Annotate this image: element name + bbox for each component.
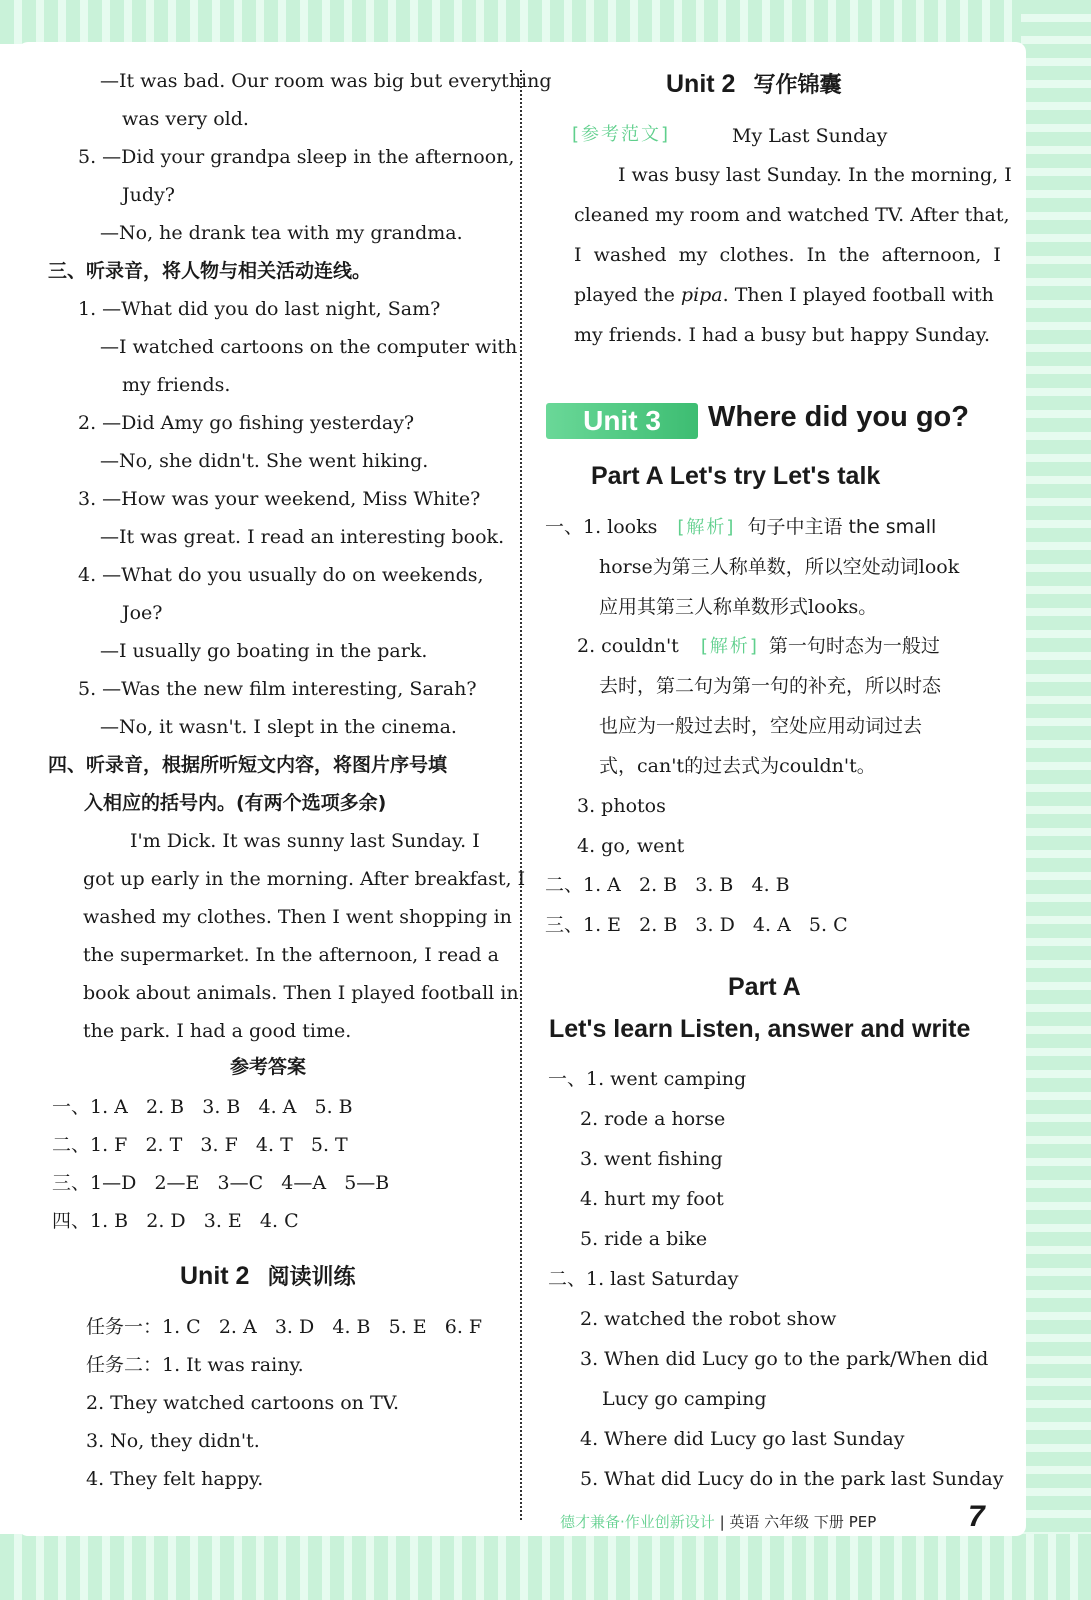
answer-row: 二、1. F 2. T 3. F 4. T 5. T: [52, 1134, 348, 1156]
answer-text: 一、1. looks: [545, 516, 658, 538]
answer-row: 2. They watched cartoons on TV.: [86, 1392, 400, 1414]
dialogue-line: —It was bad. Our room was big but everything: [100, 70, 552, 92]
answer-row: 二、1. A 2. B 3. B 4. B: [545, 874, 790, 896]
dialogue-line: —No, he drank tea with my grandma.: [100, 222, 463, 244]
footer-brand: 德才兼备·作业创新设计: [560, 1513, 715, 1531]
unit2-reading-title: [180, 1264, 355, 1289]
unit3-label: Unit 3: [583, 405, 661, 436]
essay-title: My Last Sunday: [732, 125, 888, 147]
answer-line: 5. ride a bike: [580, 1228, 708, 1250]
answer-line: 3. photos: [577, 795, 666, 817]
essay-line: I washed my clothes. In the afternoon, I: [574, 244, 1001, 266]
answer-row: 一、1. A 2. B 3. B 4. A 5. B: [52, 1096, 353, 1118]
unit-label: Unit 2: [180, 1262, 250, 1290]
dialogue-line: —I usually go boating in the park.: [100, 640, 428, 662]
essay-line: cleaned my room and watched TV. After that,: [574, 204, 1010, 226]
dialogue-line: 4. —What do you usually do on weekends,: [78, 564, 484, 586]
analysis-line: 应用其第三人称单数形式looks。: [599, 596, 878, 618]
analysis-text: 第一句时态为一般过: [768, 635, 940, 657]
part-heading: Part A Let's try Let's talk: [591, 462, 881, 490]
answer-key-title: 参考答案: [230, 1056, 307, 1078]
dialogue-line: 5. —Was the new film interesting, Sarah?: [78, 678, 477, 700]
passage-line: washed my clothes. Then I went shopping in: [83, 906, 512, 928]
unit-subtitle: 阅读训练: [267, 1265, 356, 1290]
unit-label: Unit 2: [666, 70, 736, 98]
answer-row: 三、1—D 2—E 3—C 4—A 5—B: [52, 1172, 390, 1194]
unit3-banner: [546, 403, 698, 439]
essay-line: I was busy last Sunday. In the morning, I: [618, 164, 1012, 186]
answer-row: 任务二：1. It was rainy.: [86, 1354, 304, 1376]
essay-line: [574, 286, 994, 305]
answer-line: 4. go, went: [577, 835, 685, 857]
answer-line: [545, 518, 936, 537]
answer-line: 二、1. last Saturday: [548, 1268, 739, 1290]
answer-row: 任务一：1. C 2. A 3. D 4. B 5. E 6. F: [86, 1316, 483, 1338]
reference-tag: [参考范文]: [572, 124, 671, 145]
dialogue-line: Judy?: [122, 184, 175, 206]
dialogue-line: —I watched cartoons on the computer with: [100, 336, 518, 358]
passage-line: book about animals. Then I played football in: [83, 982, 519, 1004]
answer-line: 2. watched the robot show: [580, 1308, 837, 1330]
dialogue-line: —No, she didn't. She went hiking.: [100, 450, 429, 472]
unit2-writing-title: [666, 72, 841, 97]
dialogue-line: —No, it wasn't. I slept in the cinema.: [100, 716, 457, 738]
section-heading: 三、听录音，将人物与相关活动连线。: [48, 260, 372, 282]
answer-row: 四、1. B 2. D 3. E 4. C: [52, 1210, 299, 1232]
unit-subtitle: 写作锦囊: [753, 73, 842, 98]
answer-row: 三、1. E 2. B 3. D 4. A 5. C: [545, 914, 848, 936]
section-subheading: Let's learn Listen, answer and write: [549, 1015, 971, 1043]
answer-text: 2. couldn't: [577, 635, 679, 657]
passage-line: I'm Dick. It was sunny last Sunday. I: [130, 830, 480, 852]
answer-line: 4. hurt my foot: [580, 1188, 724, 1210]
dialogue-line: 3. —How was your weekend, Miss White?: [78, 488, 481, 510]
answer-line: Lucy go camping: [602, 1388, 767, 1410]
dialogue-line: my friends.: [122, 374, 231, 396]
dialogue-line: was very old.: [122, 108, 249, 130]
unit3-title: Where did you go?: [708, 401, 969, 433]
answer-line: 5. What did Lucy do in the park last Sunday: [580, 1468, 1004, 1490]
essay-text: played the: [574, 284, 681, 306]
dialogue-line: 5. —Did your grandpa sleep in the afternoon,: [78, 146, 515, 168]
passage-line: the supermarket. In the afternoon, I read a: [83, 944, 499, 966]
decorative-border-right: [1021, 0, 1091, 1600]
analysis-line: horse为第三人称单数，所以空处动词look: [599, 556, 960, 578]
answer-row: 3. No, they didn't.: [86, 1430, 260, 1452]
analysis-text: 句子中主语 the small: [747, 516, 937, 538]
page-footer: [560, 1511, 876, 1532]
analysis-tag: [解析]: [677, 517, 736, 538]
part-heading: Part A: [728, 973, 801, 1001]
answer-line: [577, 637, 940, 656]
analysis-tag: [解析]: [700, 636, 759, 657]
analysis-line: 也应为一般过去时，空处应用动词过去: [599, 715, 923, 737]
essay-text: . Then I played football with: [722, 284, 994, 306]
answer-line: 一、1. went camping: [548, 1068, 747, 1090]
dialogue-line: 2. —Did Amy go fishing yesterday?: [78, 412, 415, 434]
answer-line: 4. Where did Lucy go last Sunday: [580, 1428, 905, 1450]
passage-line: the park. I had a good time.: [83, 1020, 352, 1042]
answer-row: 4. They felt happy.: [86, 1468, 264, 1490]
essay-line: my friends. I had a busy but happy Sunday.: [574, 324, 991, 346]
page-number: 7: [968, 1500, 985, 1533]
decorative-border-top: [0, 0, 1091, 44]
section-heading: 四、听录音，根据所听短文内容，将图片序号填: [48, 754, 448, 776]
answer-line: 3. When did Lucy go to the park/When did: [580, 1348, 989, 1370]
dialogue-line: 1. —What did you do last night, Sam?: [78, 298, 441, 320]
analysis-line: 式，can't的过去式为couldn't。: [599, 755, 876, 777]
answer-line: 2. rode a horse: [580, 1108, 726, 1130]
dialogue-line: Joe?: [122, 602, 163, 624]
analysis-line: 去时，第二句为第一句的补充，所以时态: [599, 675, 942, 697]
answer-line: 3. went fishing: [580, 1148, 723, 1170]
essay-italic: pipa: [680, 284, 723, 306]
dialogue-line: —It was great. I read an interesting book.: [100, 526, 505, 548]
section-heading: 入相应的括号内。(有两个选项多余): [84, 792, 387, 814]
decorative-border-bottom: [0, 1534, 1091, 1600]
column-divider: [520, 70, 522, 1520]
passage-line: got up early in the morning. After breakfast, I: [83, 868, 526, 890]
footer-info: | 英语 六年级 下册 PEP: [719, 1513, 877, 1531]
